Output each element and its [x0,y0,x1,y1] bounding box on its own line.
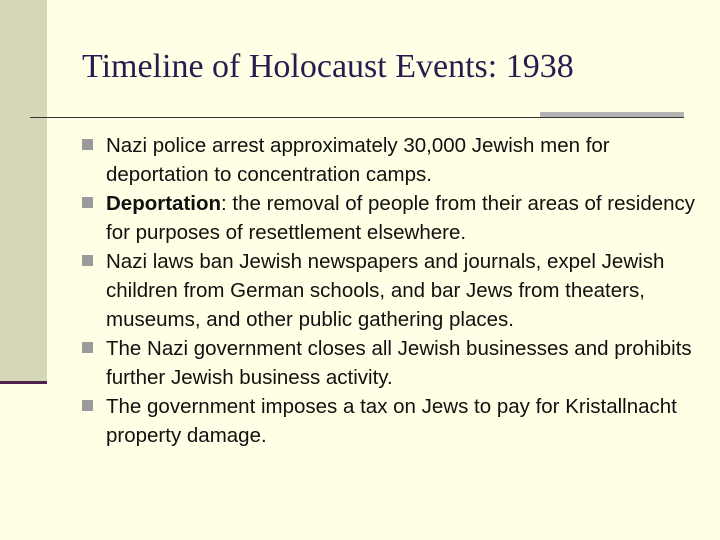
bullet-text-body: Nazi police arrest approximately 30,000 Jewish men for deportation to concentration camps. [106,134,610,186]
bullet-text-body: Nazi laws ban Jewish newspapers and journals, expel Jewish children from German schools, and bar Jews from theaters, museums, and other public gathering places. [106,250,665,331]
bullet-text [106,134,610,186]
bullet-item [82,247,702,334]
bullet-text-body: The government imposes a tax on Jews to pay for Kristallnacht property damage. [106,395,677,447]
bullet-text [106,192,695,244]
bullet-text [106,250,664,331]
bullet-item [82,189,702,247]
bullet-term: Deportation [106,192,222,215]
title-divider-accent [540,112,684,117]
square-bullet-icon [82,400,93,411]
square-bullet-icon [82,255,93,266]
bullet-text [106,337,692,389]
square-bullet-icon [82,139,93,150]
bullet-item [82,334,702,392]
bullet-text [106,395,677,447]
square-bullet-icon [82,197,93,208]
title-divider [30,117,684,118]
left-bar-accent-line [0,381,47,384]
bullet-list [82,131,702,450]
slide-title: Timeline of Holocaust Events: 1938 [82,48,574,85]
bullet-text-body: The Nazi government closes all Jewish businesses and prohibits further Jewish business activity. [106,337,692,389]
bullet-item [82,131,702,189]
square-bullet-icon [82,342,93,353]
left-decorative-bar [0,0,47,383]
bullet-item [82,392,702,450]
bullet-text-body: : the removal of people from their areas of residency for purposes of resettlement elsewhere. [106,192,696,244]
